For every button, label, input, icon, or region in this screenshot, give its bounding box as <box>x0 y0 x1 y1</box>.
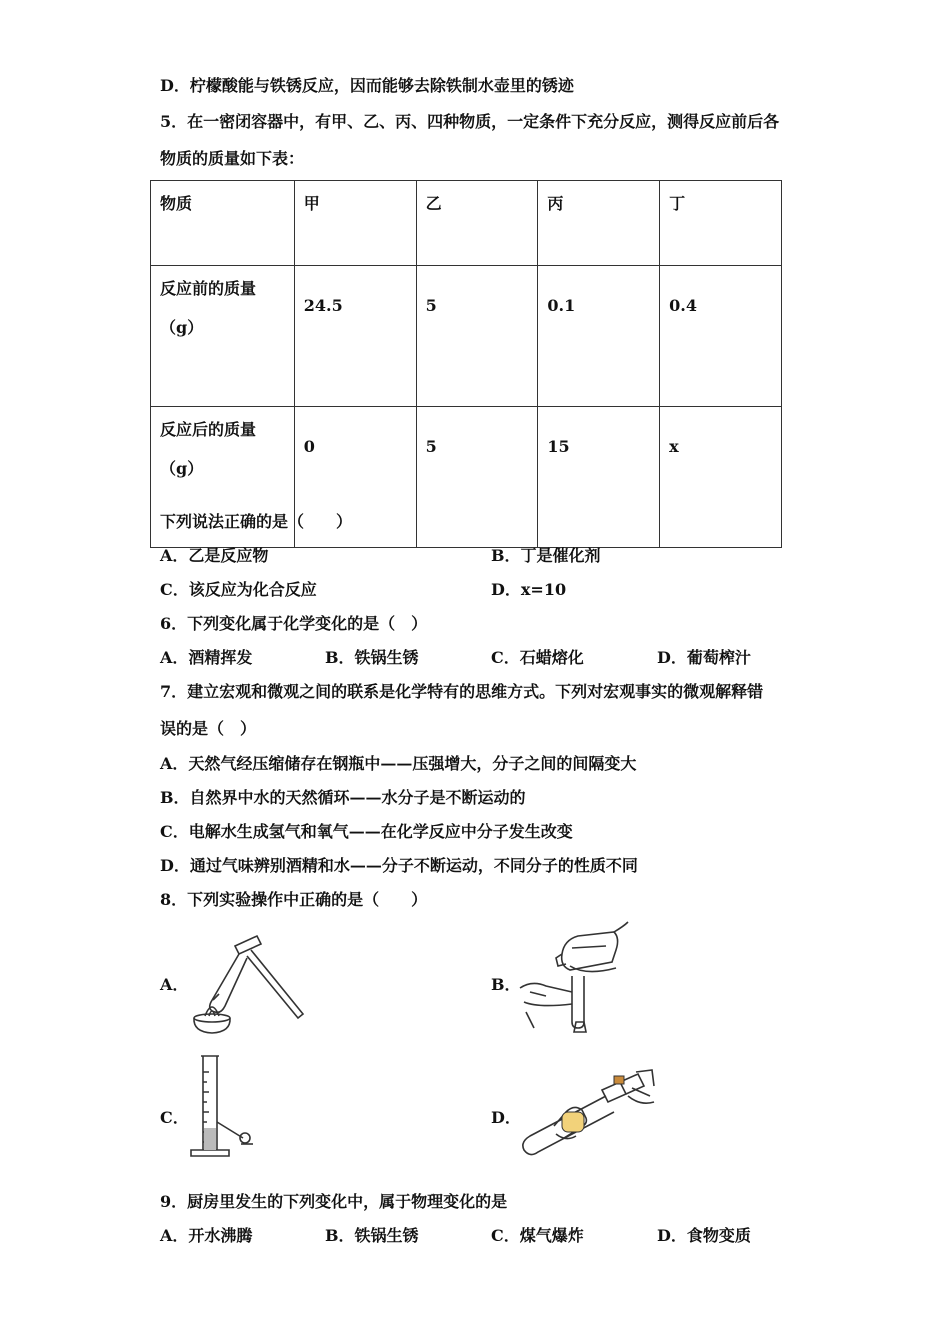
table-header-cell: 丙 <box>538 181 660 266</box>
table-row-label <box>151 266 295 407</box>
q9-option-d[interactable]: D．食物变质 <box>657 1226 751 1245</box>
q5-option-c[interactable]: C．该反应为化合反应 <box>160 580 317 599</box>
table-header-cell: 丁 <box>660 181 782 266</box>
q6-option-a[interactable]: A．酒精挥发 <box>160 648 253 667</box>
q7-option-b[interactable]: B．自然界中水的天然循环——水分子是不断运动的 <box>160 788 526 807</box>
q5-option-b[interactable]: B．丁是催化剂 <box>491 546 601 565</box>
question-7-text-cont: 误的是（ ） <box>160 719 257 738</box>
table-cell: 5 <box>416 266 538 407</box>
mass-table <box>150 180 782 548</box>
question-7-text: 7．建立宏观和微观之间的联系是化学特有的思维方式。下列对宏观事实的微观解释错 <box>160 682 764 701</box>
q6-option-d[interactable]: D．葡萄榨汁 <box>657 648 751 667</box>
q8-option-a-label[interactable]: A． <box>160 975 189 994</box>
table-header-cell: 甲 <box>294 181 416 266</box>
table-cell: 15 <box>538 407 660 548</box>
question-5-stem: 下列说法正确的是（ ） <box>160 512 353 531</box>
table-cell: 0.1 <box>538 266 660 407</box>
question-6-text: 6．下列变化属于化学变化的是（ ） <box>160 614 428 633</box>
table-header-cell: 乙 <box>416 181 538 266</box>
question-5-text: 5．在一密闭容器中，有甲、乙、丙、四种物质，一定条件下充分反应，测得反应前后各 <box>160 112 780 131</box>
q7-option-d[interactable]: D．通过气味辨别酒精和水——分子不断运动，不同分子的性质不同 <box>160 856 638 875</box>
table-row <box>151 181 782 266</box>
row-label-text: 反应前的质量 <box>160 279 257 298</box>
q9-option-b[interactable]: B．铁锅生锈 <box>325 1226 419 1245</box>
q8-option-c-label[interactable]: C． <box>160 1108 189 1127</box>
pouring-liquid-illustration <box>516 918 636 1038</box>
heating-test-tube-illustration <box>185 932 310 1037</box>
row-label-unit: （g） <box>160 459 204 478</box>
q6-option-b[interactable]: B．铁锅生锈 <box>325 648 419 667</box>
q5-option-a[interactable]: A．乙是反应物 <box>160 546 269 565</box>
question-5-text-cont: 物质的质量如下表： <box>160 149 305 168</box>
table-row <box>151 266 782 407</box>
q8-option-b-label[interactable]: B． <box>491 975 521 994</box>
q9-option-c[interactable]: C．煤气爆炸 <box>491 1226 584 1245</box>
question-8-text: 8．下列实验操作中正确的是（ ） <box>160 890 428 909</box>
graduated-cylinder-illustration <box>183 1052 263 1164</box>
table-cell: 24.5 <box>294 266 416 407</box>
row-label-text: 反应后的质量 <box>160 420 257 439</box>
q8-option-d-label[interactable]: D． <box>491 1108 521 1127</box>
table-cell: x <box>660 407 782 548</box>
q7-option-c[interactable]: C．电解水生成氢气和氧气——在化学反应中分子发生改变 <box>160 822 573 841</box>
q9-option-a[interactable]: A．开水沸腾 <box>160 1226 253 1245</box>
question-9-text: 9．厨房里发生的下列变化中，属于物理变化的是 <box>160 1192 508 1211</box>
row-label-unit: （g） <box>160 318 204 337</box>
q6-option-c[interactable]: C．石蜡熔化 <box>491 648 584 667</box>
table-cell: 5 <box>416 407 538 548</box>
table-cell: 0.4 <box>660 266 782 407</box>
q7-option-a[interactable]: A．天然气经压缩储存在钢瓶中——压强增大，分子之间的间隔变大 <box>160 754 637 773</box>
q5-option-d[interactable]: D．x=10 <box>491 580 567 599</box>
table-header-cell: 物质 <box>151 181 295 266</box>
dropper-test-tube-illustration <box>516 1066 661 1162</box>
option-d-previous: D．柠檬酸能与铁锈反应，因而能够去除铁制水壶里的锈迹 <box>160 76 574 95</box>
table-cell: 0 <box>294 407 416 548</box>
